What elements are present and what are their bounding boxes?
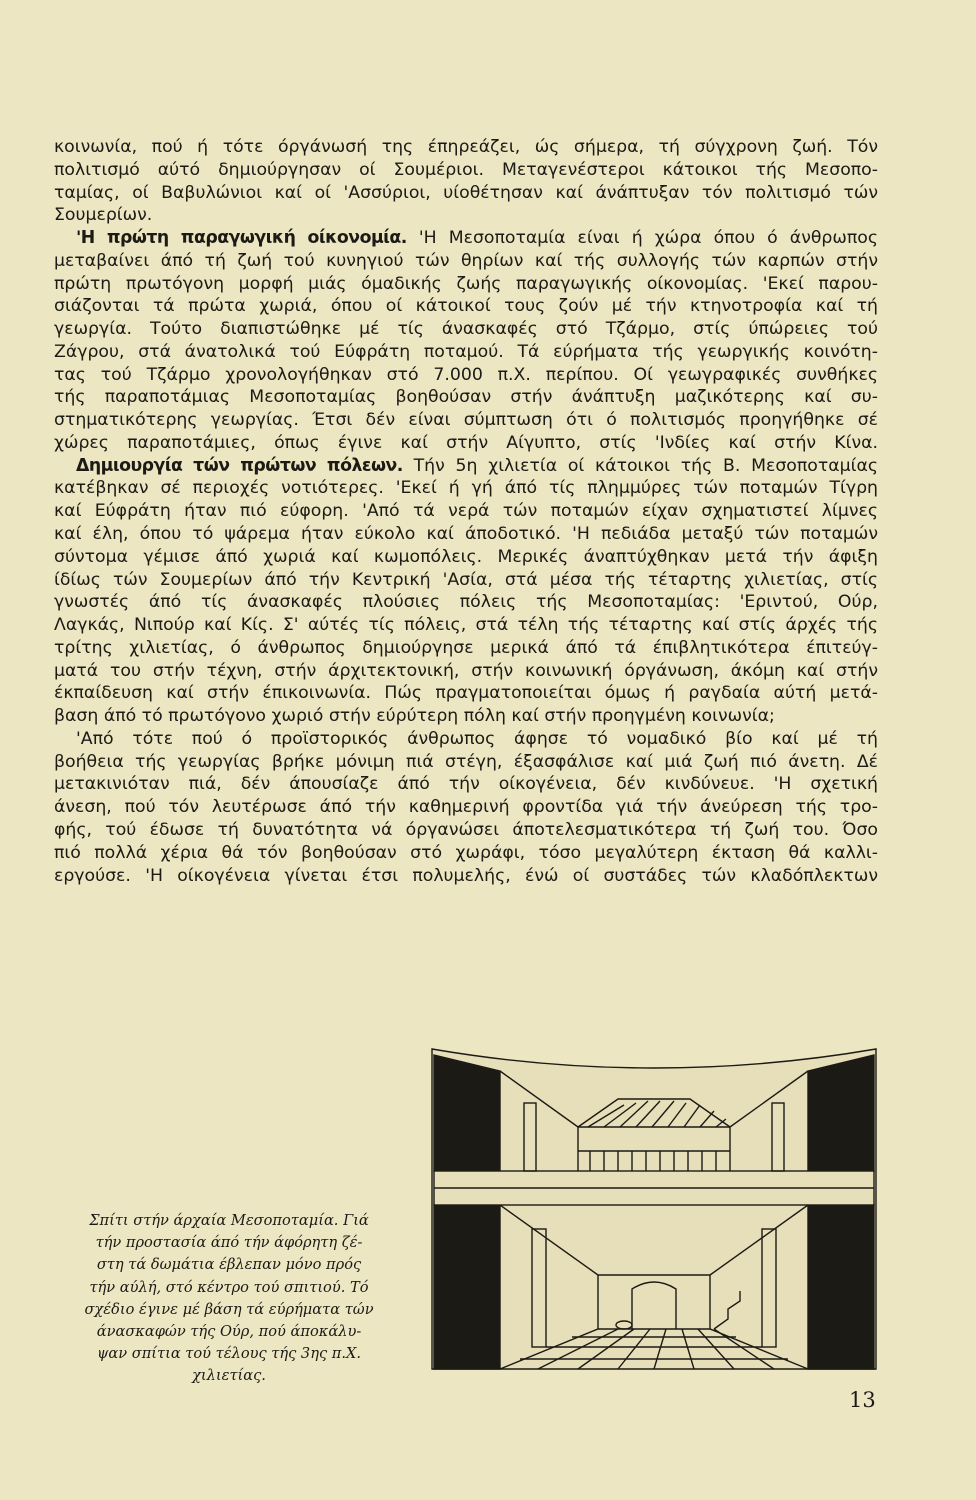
- text-line: άνεση, πού τόν λευτέρωσε άπό τήν καθημερινή φροντίδα γιά τήν άνεύρεση τής τρο-: [54, 797, 878, 818]
- house-drawing: [428, 1043, 880, 1373]
- text-line: κοινωνία, πού ή τότε όργάνωσή της έπηρεάζει, ώς σήμερα, τή σύγχρονη ζωή. Τόν: [54, 137, 878, 157]
- page-number: 13: [849, 1388, 876, 1412]
- text-line: στηματικότερης γεωργίας. Έτσι δέν είναι σύμπτωση ότι ό πολιτισμός προηγήθηκε σέ: [54, 410, 878, 431]
- text-line: τρίτης χιλιετίας, ό άνθρωπος δημιούργησε μερικά άπό τά έπιβλητικότερα έπιτεύγ-: [54, 637, 878, 658]
- text-line: έκπαίδευση καί στήν έπικοινωνία. Πώς πραγματοποιείται όμως ή ραγδαία αύτή μετά-: [54, 683, 878, 704]
- text-line: βοήθεια τής γεωργίας βρήκε μόνιμη πιά στέγη, έξασφάλισε καί μιά ζωή πιό άνετη. Δέ: [54, 751, 878, 772]
- text-line: [54, 455, 878, 478]
- text-line: πρώτη πρωτόγονη μορφή μιάς όμαδικής ζωής παραγωγικής οίκονομίας. 'Εκεί παρου-: [54, 273, 878, 294]
- text-line: καί Εύφράτη ήταν πιό εύφορη. 'Από τά νερά τών ποταμών είχαν σχηματιστεί λίμνες: [54, 501, 878, 522]
- text-line: [54, 227, 878, 250]
- text-line: τας τού Τζάρμο χρονολογήθηκαν στό 7.000 π.Χ. περίπου. Οί γεωγραφικές συνθήκες: [54, 364, 878, 385]
- text-line: τής παραποτάμιας Μεσοποταμίας βοηθούσαν στήν άνάπτυξη μαζικότερης καί συ-: [54, 387, 878, 408]
- caption-line: τήν προστασία άπό τήν άφόρητη ζέ-: [95, 1234, 363, 1252]
- section-heading-productive-economy: 'Η πρώτη παραγωγική οίκονομία.: [76, 228, 407, 249]
- caption-line: Σπίτι στήν άρχαία Μεσοποταμία. Γιά: [89, 1212, 369, 1229]
- caption-line: σχέδιο έγινε μέ βάση τά εύρήματα τών: [84, 1300, 374, 1318]
- caption-line: ψαν σπίτια τού τέλους τής 3ης π.Χ.: [96, 1345, 362, 1363]
- section-heading-first-cities: Δημιουργία τών πρώτων πόλεων.: [76, 455, 403, 476]
- text-line: Σουμερίων.: [54, 205, 153, 226]
- text-line: Ζάγρου, στά άνατολικά τού Εύφράτη ποταμού. Τά εύρήματα τής γεωργικής κοινότη-: [54, 341, 878, 362]
- text-line: μεταβαίνει άπό τή ζωή τού κυνηγιού τών θηρίων καί τής συλλογής τών καρπών στήν: [54, 250, 878, 271]
- text-line: γεωργία. Τούτο διαπιστώθηκε μέ τίς άνασκαφές στό Τζάρμο, στίς ύπώρειες τού: [54, 319, 878, 340]
- text-line: ταμίας, οί Βαβυλώνιοι καί οί 'Ασσύριοι, υίοθέτησαν καί άνάπτυξαν τόν πολιτισμό τών: [54, 182, 878, 203]
- text-run: 'Η Μεσοποταμία είναι ή χώρα όπου ό άνθρωπος: [406, 228, 878, 249]
- text-line: πολιτισμό αύτό δημιούργησαν οί Σουμέριοι. Μεταγενέστεροι κάτοικοι τής Μεσοπο-: [54, 159, 878, 180]
- text-line: φής, τού έδωσε τή δυνατότητα νά όργανώσει άποτελεσματικότερα τή ζωή του. Όσο: [54, 819, 878, 840]
- text-line: κατέβηκαν σέ περιοχές νοτιότερες. 'Εκεί ή γή άπό τίς πλημμύρες τών ποταμών Τίγρη: [54, 478, 878, 499]
- text-line: καί έλη, όπου τό ψάρεμα ήταν εύκολο καί άποδοτικό. 'Η πεδιάδα μεταξύ τών ποταμών: [54, 524, 878, 545]
- text-line: χώρες παραποτάμιες, όπως έγινε καί στήν Αίγυπτο, στίς 'Ινδίες καί στήν Κίνα.: [54, 432, 878, 453]
- figure-caption: [55, 1210, 403, 1388]
- text-line: γνωστές άπό τίς άνασκαφές πλούσιες πόλεις τής Μεσοποταμίας: 'Εριντού, Ούρ,: [54, 592, 878, 613]
- text-line: πιό πολλά χέρια θά τόν βοηθούσαν στό χωράφι, τόσο μεγαλύτερη έκταση θά καλλι-: [54, 842, 878, 863]
- text-line: σύντομα γέμισε άπό χωριά καί κωμοπόλεις. Μερικές άναπτύχθηκαν μετά τήν άφιξη: [54, 546, 878, 567]
- text-line: βαση άπό τό πρωτόγονο χωριό στήν εύρύτερη πόλη καί στήν προηγμένη κοινωνία;: [54, 706, 775, 727]
- text-line: ματά του στήν τέχνη, στήν άρχιτεκτονική, στήν κοινωνική όργάνωση, άκόμη καί στήν: [54, 660, 878, 681]
- text-line: σιάζονται τά πρώτα χωριά, όπου οί κάτοικοί τους ζούν μέ τήν κτηνοτροφία καί τή: [54, 296, 878, 317]
- caption-line: τήν αύλή, στό κέντρο τού σπιτιού. Τό: [89, 1278, 369, 1296]
- text-line: εργούσε. 'Η οίκογένεια γίνεται έτσι πολυμελής, ένώ οί συστάδες τών κλαδόπλεκτων: [54, 865, 878, 886]
- caption-line: χιλιετίας.: [192, 1367, 266, 1385]
- caption-line: στη τά δωμάτια έβλεπαν μόνο πρός: [96, 1256, 362, 1274]
- caption-line: άνασκαφών τής Ούρ, πού άποκάλυ-: [96, 1323, 362, 1341]
- text-line: μετακινιόταν πιά, δέν άπουσίαζε άπό τήν οίκογένεια, δέν κινδύνευε. 'Η σχετική: [54, 774, 878, 795]
- text-line: Λαγκάς, Νιπούρ καί Κίς. Σ' αύτές τίς πόλεις, στά τέλη τής τέταρτης καί στίς άρχές τής: [54, 615, 878, 636]
- house-illustration: [428, 1043, 880, 1373]
- text-line: 'Από τότε πού ό προϊστορικός άνθρωπος άφησε τό νομαδικό βίο καί μέ τή: [76, 728, 878, 749]
- body-text: [54, 136, 878, 887]
- text-line: ίδίως τών Σουμερίων άπό τήν Κεντρική 'Ασία, στά μέσα τής τέταρτης χιλιετίας, στίς: [54, 569, 878, 590]
- text-run: Τήν 5η χιλιετία οί κάτοικοι τής Β. Μεσοποταμίας: [402, 455, 878, 476]
